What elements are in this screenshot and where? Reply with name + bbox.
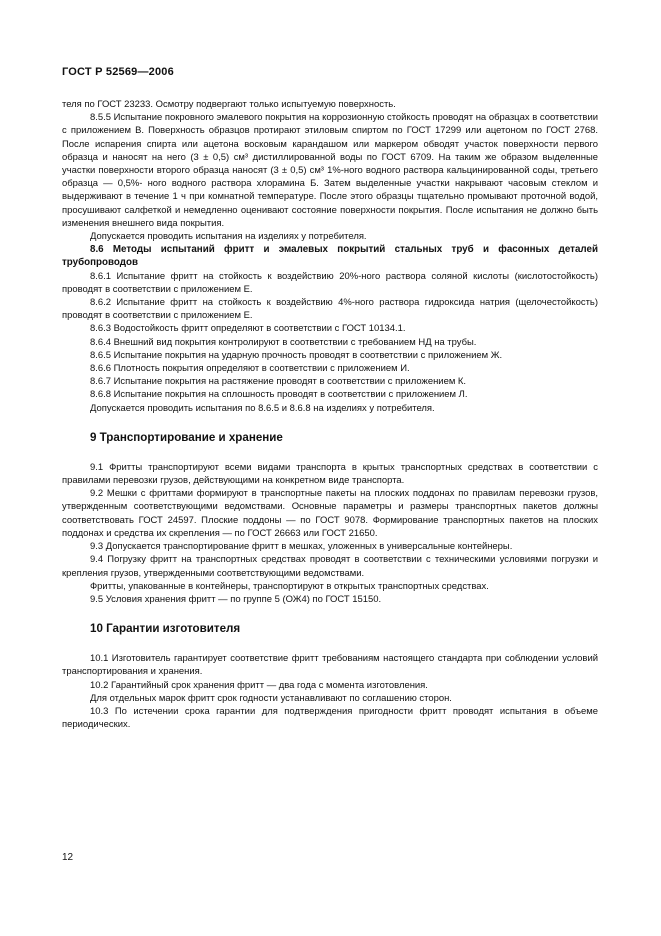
- paragraph: 10.3 По истечении срока гарантии для подтверждения пригодности фритт проводят испытания в объеме периодических.: [62, 705, 598, 731]
- paragraph: 8.6.6 Плотность покрытия определяют в соответствии с приложением И.: [90, 363, 410, 375]
- paragraph: 10.2 Гарантийный срок хранения фритт — два года с момента изготовления.: [90, 679, 428, 691]
- paragraph: 9.1 Фритты транспортируют всеми видами транспорта в крытых транспортных средствах в соответствии с правилами перевозки грузов, действующими на конкретном виде транспорта.: [62, 461, 598, 487]
- paragraph: Допускается проводить испытания на изделиях у потребителя.: [90, 231, 367, 243]
- paragraph: Для отдельных марок фритт срок годности устанавливают по соглашению сторон.: [90, 692, 452, 704]
- paragraph: теля по ГОСТ 23233. Осмотру подвергают только испытуемую поверхность.: [62, 99, 396, 110]
- paragraph: 8.6.2 Испытание фритт на стойкость к воздействию 4%-ного раствора гидроксида натрия (щелочестойкость) проводят в соответствии с приложением Е.: [62, 297, 598, 322]
- paragraph: 8.6.4 Внешний вид покрытия контролируют в соответствии с требованием НД на трубы.: [90, 336, 477, 348]
- paragraph: 9.2 Мешки с фриттами формируют в транспортные пакеты на плоских поддонах по правилам перевозки грузов, утвержденным соответствующими ведомствами. Основные параметры и размеры транспортных пакетов должны соответствовать ГОСТ 24597. Плоские поддоны — по ГОСТ 9078. Формирование транспортных пакетов на плоских поддонах и средства их скрепления — по ГОСТ 26663 или ГОСТ 21650.: [62, 488, 598, 539]
- paragraph: 8.6.8 Испытание покрытия на сплошность проводят в соответствии с приложением Л.: [90, 389, 468, 401]
- paragraph: 8.6.5 Испытание покрытия на ударную прочность проводят в соответствии с приложением Ж.: [90, 349, 503, 361]
- paragraph: 9.3 Допускается транспортирование фритт в мешках, уложенных в универсальные контейнеры.: [90, 541, 513, 553]
- paragraph: 8.6.1 Испытание фритт на стойкость к воздействию 20%-ного раствора соляной кислоты (кислотостойкость) проводят в соответствии с приложением Е.: [62, 270, 598, 295]
- section-heading: 9 Транспортирование и хранение: [90, 430, 283, 444]
- document-header: ГОСТ Р 52569—2006: [62, 66, 174, 78]
- paragraph: 8.6.7 Испытание покрытия на растяжение проводят в соответствии с приложением К.: [90, 376, 467, 388]
- page-number: 12: [62, 852, 74, 863]
- paragraph: 9.4 Погрузку фритт на транспортных средствах проводят в соответствии с техническими условиями погрузки и крепления грузов, утвержденными соответствующими ведомствами.: [62, 554, 598, 579]
- paragraph: Допускается проводить испытания по 8.6.5 и 8.6.8 на изделиях у потребителя.: [90, 402, 435, 414]
- paragraph: 8.6.3 Водостойкость фритт определяют в соответствии с ГОСТ 10134.1.: [90, 323, 406, 335]
- section-heading: 10 Гарантии изготовителя: [90, 622, 241, 636]
- subsection-heading: 8.6 Методы испытаний фритт и эмалевых покрытий стальных труб и фасонных деталей трубопроводов: [62, 244, 598, 269]
- paragraph: 10.1 Изготовитель гарантирует соответствие фритт требованиям настоящего стандарта при соблюдении условий транспортирования и хранения.: [62, 653, 598, 678]
- document-body: [62, 98, 598, 731]
- paragraph: 8.5.5 Испытание покровного эмалевого покрытия на коррозионную стойкость проводят на образцах в соответствии с приложением В. Поверхность образцов протирают этиловым спиртом по ГОСТ 17299 или ацетоном по ГОСТ 2768. После испарения спирта или ацетона восковым карандашом или маркером обводят участок поверхности первого образца и наносят на него (3 ± 0,5) см³ дистиллированной воды по ГОСТ 6709. На таким же образом выделенные участки поверхности второго образца наносят (3 ± 0,5) см³ 1%-ного водного раствора кальцинированной соды, третьего образца — 0,5%- ного водного раствора хлорамина Б. Затем выделенные участки накрывают часовым стеклом и выдерживают в течение 1 ч при комнатной температуре. После этого образцы тщательно промывают проточной водой, просушивают салфеткой и немедленно оценивают состояние поверхности покрытия. После испытания не должно быть изменения внешнего вида покрытия.: [62, 112, 598, 229]
- paragraph: Фритты, упакованные в контейнеры, транспортируют в открытых транспортных средствах.: [90, 580, 489, 592]
- paragraph: 9.5 Условия хранения фритт — по группе 5 (ОЖ4) по ГОСТ 15150.: [90, 593, 382, 605]
